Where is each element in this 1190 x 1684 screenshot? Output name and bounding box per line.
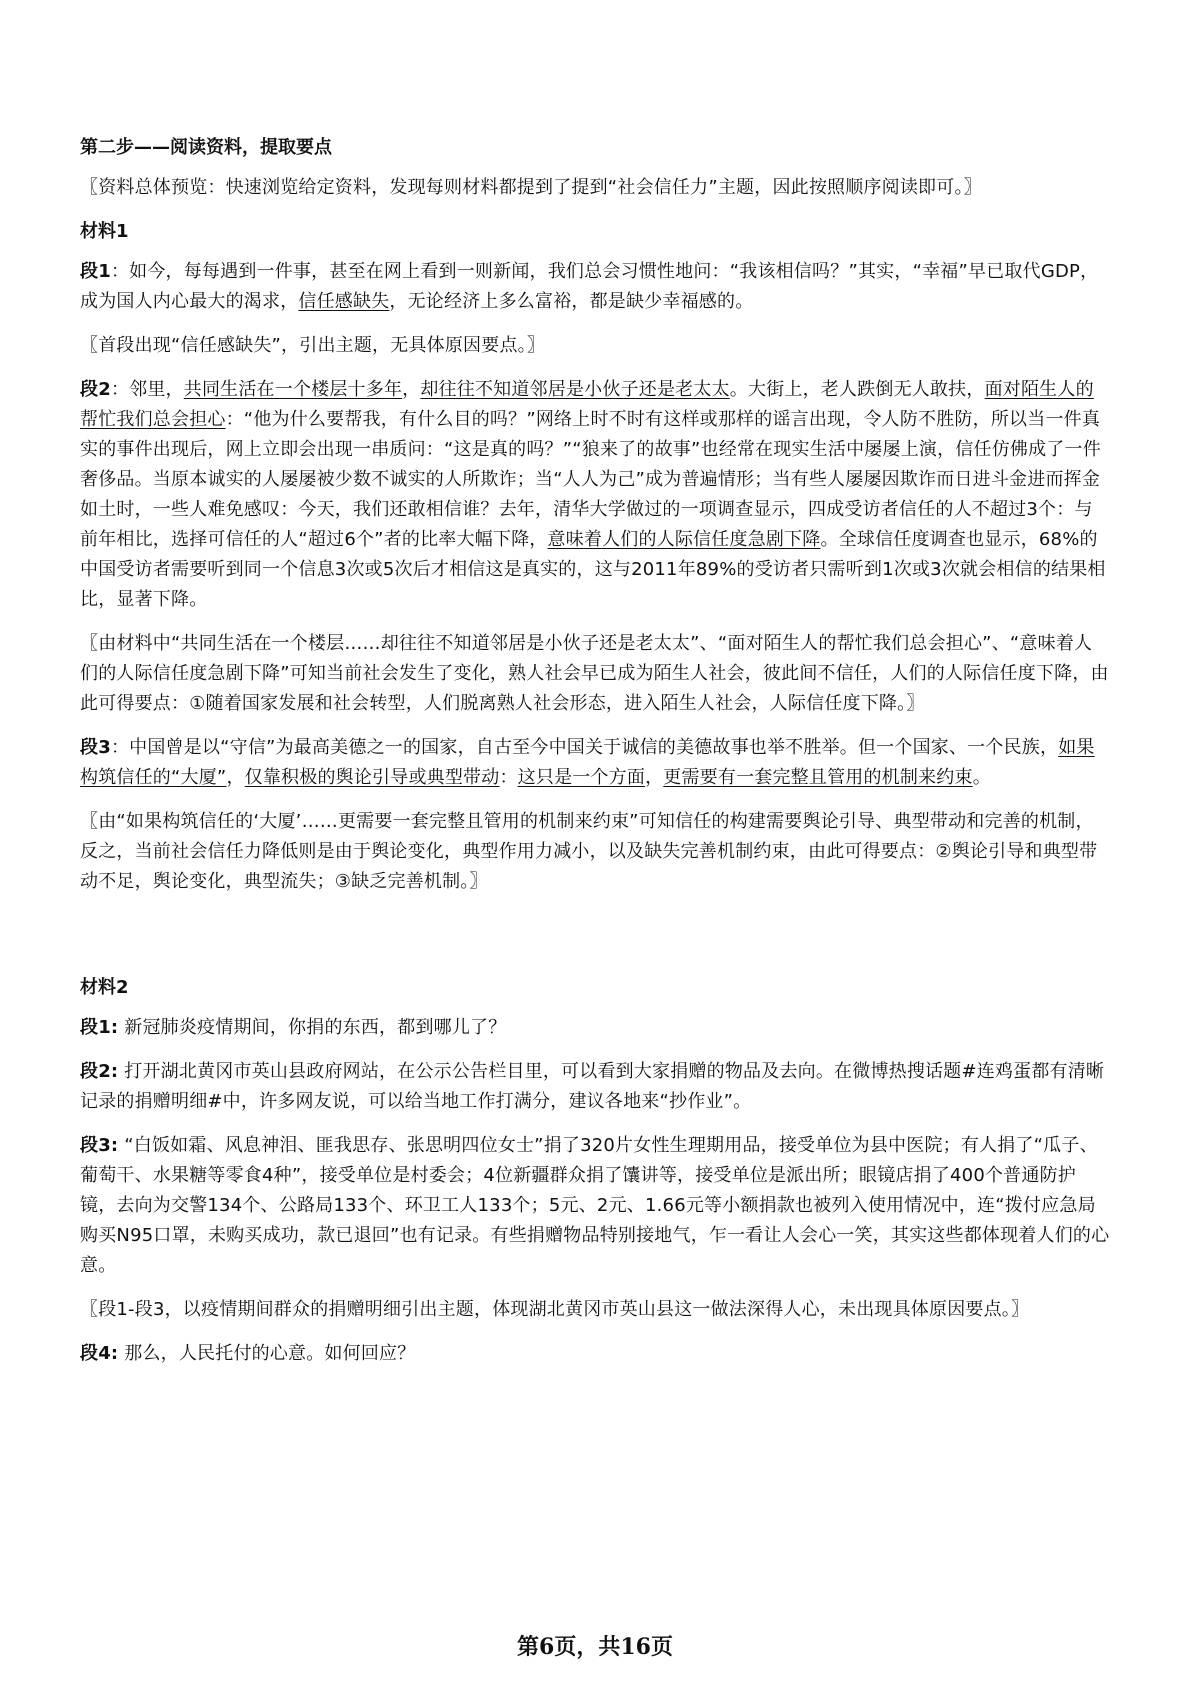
paragraph-text: ：中国曾是以“守信”为最高美德之一的国家，自古至今中国关于诚信的美德故事也举不胜举。但一个国家、一个民族， (110, 737, 1059, 758)
paragraph-label: 段2 (80, 379, 111, 400)
paragraph-text: ， (402, 379, 421, 400)
underlined-phrase: 信任感缺失 (298, 291, 390, 312)
m2-note-1: 〖段1-段3，以疫情期间群众的捐赠明细引出主题，体现湖北黄冈市英山县这一做法深得人心，未出现具体原因要点。〗 (80, 1299, 1030, 1320)
paragraph-text: ，无论经济上多么富裕，都是缺少幸福感的。 (389, 291, 754, 312)
paragraph-text: 新冠肺炎疫情期间，你捐的东西，都到哪儿了？ (118, 1017, 507, 1038)
paragraph-text: ：如今，每每遇到一件事，甚至在网上看到一则新闻，我们总会习惯性地问：“我该相信吗？”其实，“幸福”早已取代GDP，成为国人内心最大的渴求， (80, 261, 1099, 312)
paragraph-text: ：邻里， (110, 379, 184, 400)
underlined-phrase: 共同生活在一个楼层十多年 (183, 379, 403, 400)
m1-note-2: 〖由材料中“共同生活在一个楼层……却往往不知道邻居是小伙子还是老太太”、“面对陌生人的帮忙我们总会担心”、“意味着人们的人际信任度急剧下降”可知当前社会发生了变化，熟人社会早已成为陌生人社会，彼此间不信任，人们的人际信任度下降，由此可得要点：①随着国家发展和社会转型，人们脱离熟人社会形态，进入陌生人社会，人际信任度下降。〗 (80, 633, 1109, 714)
material-2-title: 材料2 (80, 977, 129, 998)
m2-paragraph-2 (80, 1057, 1110, 1117)
paragraph-label: 段3: (80, 1135, 119, 1156)
material-1-title: 材料1 (80, 221, 129, 242)
m1-note-3: 〖由“如果构筑信任的‘大厦’……更需要一套完整且管用的机制来约束”可知信任的构建需要舆论引导、典型带动和完善的机制，反之，当前社会信任力降低则是由于舆论变化，典型作用力减小，以及缺失完善机制约束，由此可得要点：②舆论引导和典型带动不足，舆论变化，典型流失；③缺乏完善机制。〗 (80, 811, 1098, 892)
page-number-footer: 第6页，共16页 (517, 1634, 673, 1660)
paragraph-label: 段1: (80, 1017, 119, 1038)
paragraph-text: ， (226, 767, 245, 788)
paragraph-text: ， (645, 767, 664, 788)
paragraph-text: 。全球信任度调查也显示，68%的中国受访者需要听到同一个信息3次或5次后才相信这是真实的，这与2011年89%的受访者只需听到1次或3次就会相信的结果相比，显著下降。 (80, 529, 1106, 610)
underlined-phrase: 更需要有一套完整且管用的机制来约束 (663, 767, 973, 788)
underlined-phrase: 面对陌生人的帮忙我们总会担心 (80, 379, 1094, 430)
m1-paragraph-3 (80, 733, 1110, 793)
underlined-phrase: 意味着人们的人际信任度急剧下降 (547, 529, 821, 550)
m1-paragraph-1 (80, 257, 1110, 317)
paragraph-text: 。 (972, 767, 991, 788)
paragraph-label: 段3 (80, 737, 111, 758)
paragraph-text: 。大街上，老人跌倒无人敢扶， (729, 379, 985, 400)
paragraph-text: ：“他为什么要帮我，有什么目的吗？”网络上时不时有这样或那样的谣言出现，令人防不胜防，所以当一件真实的事件出现后，网上立即会出现一串质问：“这是真的吗？”“狼来了的故事”也经常在现实生活中屡屡上演，信任仿佛成了一件奢侈品。当原本诚实的人屡屡被少数不诚实的人所欺诈；当“人人为己”成为普遍情形；当有些人屡屡因欺诈而日进斗金进而挥金如土时，一些人难免感叹：今天，我们还敢相信谁？去年，清华大学做过的一项调查显示，四成受访者信任的人不超过3个：与前年相比，选择可信任的人“超过6个”者的比率大幅下降， (80, 409, 1101, 550)
underlined-phrase: 这只是一个方面 (517, 767, 646, 788)
underlined-phrase: 如果构筑信任的“大厦” (80, 737, 1095, 788)
m2-paragraph-4 (80, 1339, 1110, 1369)
paragraph-text: “白饭如霜、风息神泪、匪我思存、张思明四位女士”捐了320片女性生理期用品，接受单位为县中医院；有人捐了“瓜子、葡萄干、水果糖等零食4种”，接受单位是村委会；4位新疆群众捐了馕讲等，接受单位是派出所；眼镜店捐了400个普通防护镜，去向为交警134个、公路局133个、环卫工人133个；5元、2元、1.66元等小额捐款也被列入使用情况中，连“拨付应急局购买N95口罩，未购买成功，款已退回”也有记录。有些捐赠物品特别接地气，乍一看让人会心一笑，其实这些都体现着人们的心意。 (80, 1135, 1110, 1276)
paragraph-text: ： (499, 767, 518, 788)
paragraph-label: 段2: (80, 1061, 119, 1082)
m1-paragraph-2 (80, 375, 1110, 615)
underlined-phrase: 却往往不知道邻居是小伙子还是老太太 (420, 379, 730, 400)
underlined-phrase: 仅靠积极的舆论引导或典型带动 (244, 767, 500, 788)
paragraph-label: 段4: (80, 1343, 119, 1364)
m2-paragraph-3 (80, 1131, 1110, 1281)
paragraph-label: 段1 (80, 261, 111, 282)
overview-note: 〖资料总体预览：快速浏览给定资料，发现每则材料都提到了提到“社会信任力”主题，因此按照顺序阅读即可。〗 (80, 177, 982, 198)
paragraph-text: 打开湖北黄冈市英山县政府网站，在公示公告栏目里，可以看到大家捐赠的物品及去向。在微博热搜话题#连鸡蛋都有清晰记录的捐赠明细#中，许多网友说，可以给当地工作打满分，建议各地来“抄作业”。 (80, 1061, 1105, 1112)
section-gap (80, 911, 1110, 973)
m1-note-1: 〖首段出现“信任感缺失”，引出主题，无具体原因要点。〗 (80, 335, 546, 356)
m2-paragraph-1 (80, 1013, 1110, 1043)
page-content (80, 133, 1110, 1383)
paragraph-text: 那么，人民托付的心意。如何回应？ (118, 1343, 416, 1364)
step-heading: 第二步——阅读资料，提取要点 (80, 137, 332, 158)
